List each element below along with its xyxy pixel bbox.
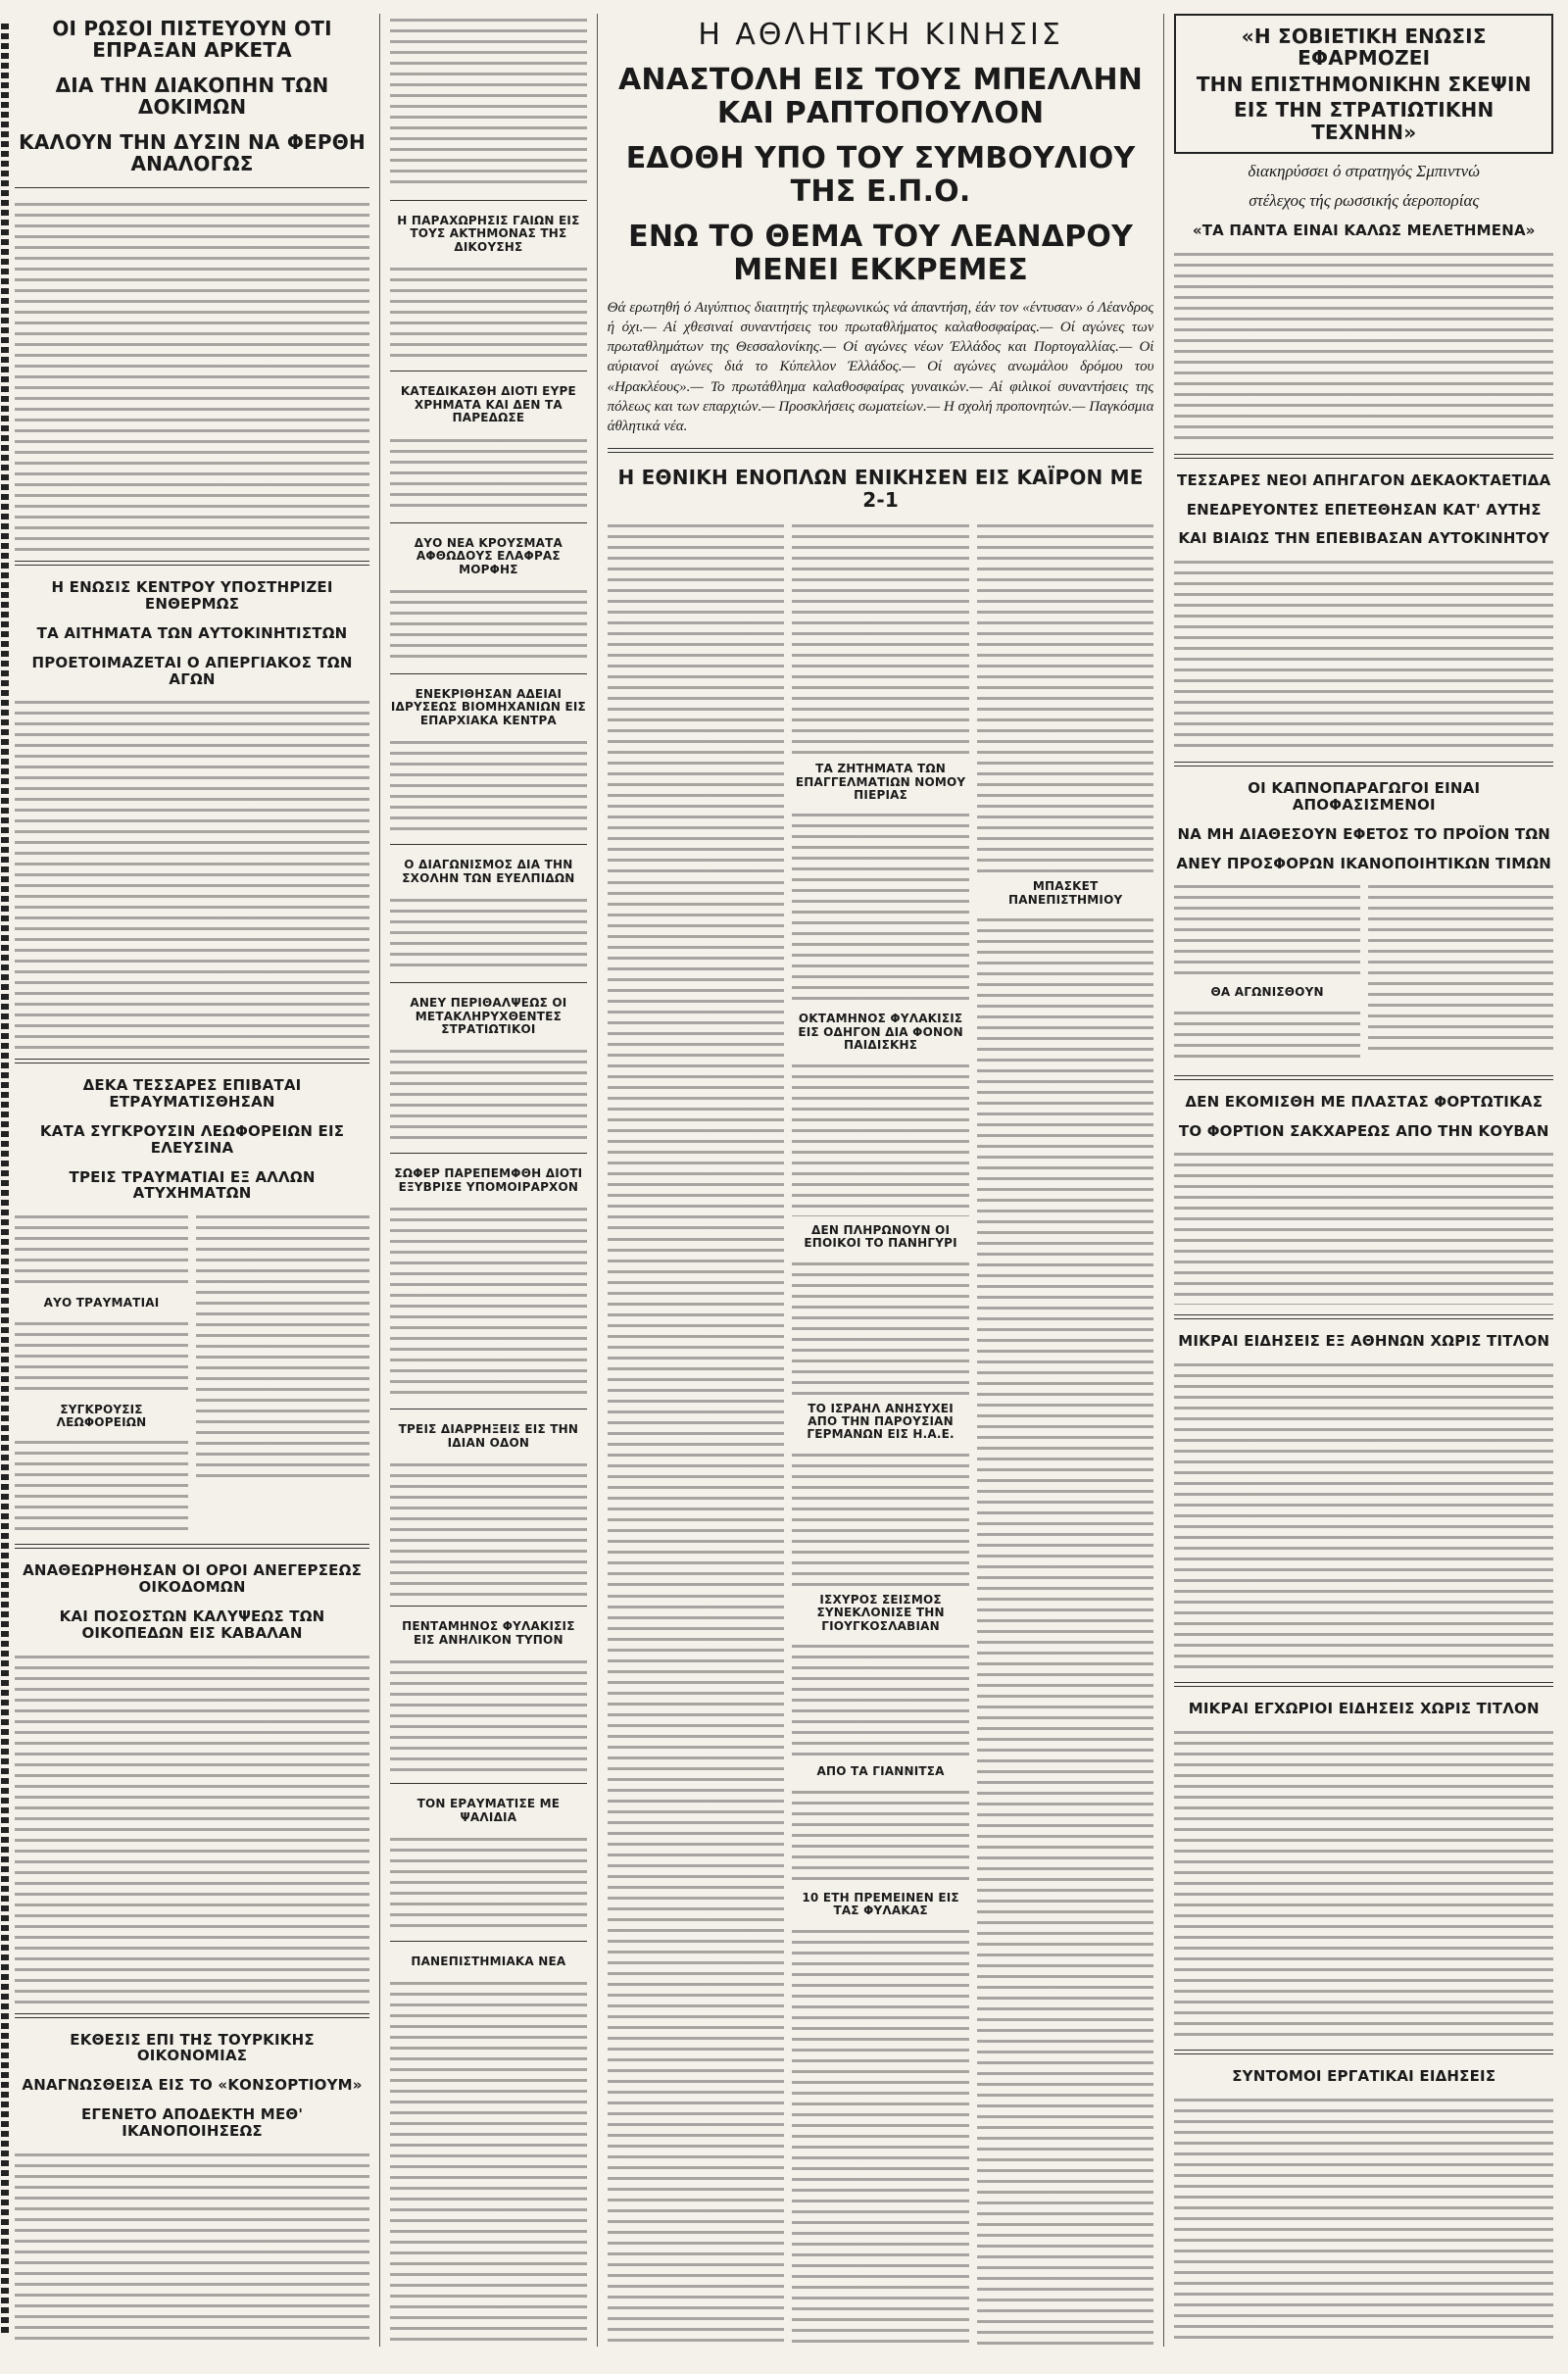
divider — [15, 1059, 369, 1063]
headline-ath-2: ΕΔΟΘΗ ΥΠΟ ΤΟΥ ΣΥΜΒΟΥΛΙΟΥ ΤΗΣ Ε.Π.Ο. — [625, 141, 1136, 209]
column-2 — [390, 14, 587, 2347]
divider — [15, 561, 369, 566]
article-body — [977, 914, 1154, 2347]
headline-plironoun: ΔΕΝ ΠΛΗΡΩΝΟΥΝ ΟΙ ΕΠΟΙΚΟΙ ΤΟ ΠΑΝΗΓΥΡΙ — [804, 1222, 957, 1251]
article-body — [390, 1656, 587, 1773]
headline-kapno-2: ΝΑ ΜΗ ΔΙΑΘΕΣΟΥΝ ΕΦΕΤΟΣ ΤΟ ΠΡΟΪΟΝ ΤΩΝ — [1177, 824, 1551, 843]
headline-ath-3: ΕΝΩ ΤΟ ΘΕΜΑ ΤΟΥ ΛΕΑΝΔΡΟΥ ΜΕΝΕΙ ΕΚΚΡΕΜΕΣ — [628, 220, 1134, 287]
kapno-columns — [1174, 880, 1553, 1064]
article-body — [390, 585, 587, 664]
headline-israel: ΤΟ ΙΣΡΑΗΛ ΑΝΗΣΥΧΕΙ ΑΠΟ ΤΗΝ ΠΑΡΟΥΣΙΑΝ ΓΕΡΜΑΝΩΝ ΕΙΣ Η.Α.Ε. — [807, 1401, 955, 1442]
headline-sov-1: «Η ΣΟΒΙΕΤΙΚΗ ΕΝΩΣΙΣ ΕΦΑΡΜΟΖΕΙ — [1241, 25, 1487, 71]
article-body — [390, 263, 587, 361]
divider — [1174, 1682, 1553, 1687]
headline-diagonismos: Ο ΔΙΑΓΩΝΙΣΜΟΣ ΔΙΑ ΤΗΝ ΣΧΟΛΗΝ ΤΩΝ ΕΥΕΛΠΙΔΩΝ — [402, 858, 575, 885]
headline-tesseres-3: ΚΑΙ ΒΙΑΙΩΣ ΤΗΝ ΕΠΕΒΙΒΑΣΑΝ ΑΥΤΟΚΙΝΗΤΟΥ — [1178, 529, 1550, 548]
sov-headline-box — [1174, 14, 1553, 154]
column-4 — [1174, 14, 1553, 2347]
article-body — [1368, 880, 1553, 1057]
article-body — [196, 1211, 369, 1485]
article-body — [792, 1640, 969, 1757]
column-rule — [1163, 14, 1164, 2347]
column-rule — [597, 14, 598, 2347]
headline-enosis-2: ΤΑ ΑΙΤΗΜΑΤΑ ΤΩΝ ΑΥΤΟΚΙΝΗΤΙΣΤΩΝ — [36, 623, 348, 642]
headline-rus-1: ΟΙ ΡΩΣΟΙ ΠΙΣΤΕΥΟΥΝ ΟΤΙ ΕΠΡΑΞΑΝ ΑΡΚΕΤΑ — [52, 17, 332, 63]
article-body — [1174, 1007, 1359, 1065]
headline-oktamini: ΟΚΤΑΜΗΝΟΣ ΦΥΛΑΚΙΣΙΣ ΕΙΣ ΟΔΗΓΟΝ ΔΙΑ ΦΟΝΟΝ ΠΑΙΔΙΣΚΗΣ — [798, 1012, 963, 1053]
divider — [390, 1783, 587, 1784]
headline-ekthesis-3: ΕΓΕΝΕΤΟ ΑΠΟΔΕΚΤΗ ΜΕΘ' ΙΚΑΝΟΠΟΙΗΣΕΩΣ — [80, 2105, 304, 2140]
article-body — [390, 434, 587, 513]
article-body — [608, 1590, 785, 2347]
divider — [390, 844, 587, 845]
divider — [1174, 454, 1553, 459]
article-body — [792, 1060, 969, 1216]
sov-subhead-2: στέλεχος τής ρωσσικής άεροπορίας — [1249, 190, 1480, 210]
headline-katadikasi: ΚΑΤΕΔΙΚΑΣΘΗ ΔΙΟΤΙ ΕΥΡΕ ΧΡΗΜΑΤΑ ΚΑΙ ΔΕΝ ΤΑ ΠΑΡΕΔΩΣΕ — [400, 384, 576, 425]
article-body — [390, 1833, 587, 1931]
headline-enekrithesan: ΕΝΕΚΡΙΘΗΣΑΝ ΑΔΕΙΑΙ ΙΔΡΥΣΕΩΣ ΒΙΟΜΗΧΑΝΙΩΝ ΕΙΣ ΕΠΑΡΧΙΑΚΑ ΚΕΝΤΡΑ — [390, 686, 586, 727]
article-body-mikrai-egx — [1174, 1726, 1553, 2040]
headline-mikrai-athinon: ΜΙΚΡΑΙ ΕΙΔΗΣΕΙΣ ΕΞ ΑΘΗΝΩΝ ΧΩΡΙΣ ΤΙΤΛΟΝ — [1178, 1332, 1550, 1351]
divider — [390, 1153, 587, 1154]
headline-misthos-1: ΔΕΝ ΕΚΟΜΙΣΘΗ ΜΕ ΠΛΑΣΤΑΣ ΦΟΡΤΩΤΙΚΑΣ — [1185, 1092, 1544, 1111]
column-3-sports — [608, 14, 1154, 2347]
divider — [608, 448, 1154, 453]
article-body — [15, 1211, 188, 1289]
article-body-tesseres — [1174, 556, 1553, 752]
headline-sov-quote: «ΤΑ ΠΑΝΤΑ ΕΙΝΑΙ ΚΑΛΩΣ ΜΕΛΕΤΗΜΕΝΑ» — [1192, 221, 1536, 239]
article-body-ekthesis — [15, 2149, 369, 2347]
divider — [15, 2013, 369, 2018]
sports-intro: Θά ερωτηθή ό Αιγύπτιος διαιτητής τηλεφωνικώς νά άπαντήση, έάν τον «έντυσαν» ό Λέανδρος ή όχι.— Αί χθεσιναί συναντήσεις του πρωταθλήματος καλαθοσφαίρας.— Οί αγώνες των πρωταθλημάτων της Θεσσαλονίκης.— Οί αγώνες νέων Έλλάδος και Πορτογαλλίας.— Οί αύριανοί αγώνες διά το Κύπελλον Έλλάδος.— Οί αγώνες ανωμάλου δρόμου του «Ηρακλέους».— Το πρωτάθλημα καλαθοσφαίρας γυναικών.— Αί φιλικοί συναντήσεις της πόλεως και των επαρχιών.— Προσκλήσεις σωματείων.— Η σχολή προπονητών.— Παγκόσμια άθλητικά νέα. — [607, 299, 1154, 435]
divider — [1174, 762, 1553, 767]
headline-anath-2: ΚΑΙ ΠΟΣΟΣΤΩΝ ΚΑΛΥΨΕΩΣ ΤΩΝ ΟΙΚΟΠΕΔΩΝ ΕΙΣ ΚΑΒΑΛΑΝ — [59, 1607, 325, 1642]
article-body — [390, 14, 587, 190]
divider — [1174, 1075, 1553, 1080]
article-body — [792, 519, 969, 755]
headline-enosis-1: Η ΕΝΩΣΙΣ ΚΕΝΤΡΟΥ ΥΠΟΣΤΗΡΙΖΕΙ ΕΝΘΕΡΜΩΣ — [51, 578, 333, 614]
article-body — [390, 1045, 587, 1143]
headline-rus-2: ΔΙΑ ΤΗΝ ΔΙΑΚΟΠΗΝ ΤΩΝ ΔΟΚΙΜΩΝ — [55, 73, 329, 120]
left-ornament-border — [1, 24, 9, 2337]
divider — [390, 1941, 587, 1942]
article-body-rus — [15, 198, 369, 551]
article-body — [792, 1925, 969, 2347]
headline-mpasket: ΜΠΑΣΚΕΤ ΠΑΝΕΠΙΣΤΗΜΙΟΥ — [1007, 879, 1123, 907]
headline-ekthesis-1: ΕΚΘΕΣΙΣ ΕΠΙ ΤΗΣ ΤΟΥΡΚΙΚΗΣ ΟΙΚΟΝΟΜΙΑΣ — [70, 2030, 315, 2065]
headline-deka-2: ΚΑΤΑ ΣΥΓΚΡΟΥΣΙΝ ΛΕΩΦΟΡΕΙΩΝ ΕΙΣ ΕΛΕΥΣΙΝΑ — [39, 1121, 345, 1157]
headline-syntomoi: ΣΥΝΤΟΜΟΙ ΕΡΓΑΤΙΚΑΙ ΕΙΔΗΣΕΙΣ — [1232, 2066, 1496, 2085]
article-body — [792, 1449, 969, 1586]
article-body-mikrai-athinon — [1174, 1359, 1553, 1672]
article-body-misthos — [1174, 1148, 1553, 1305]
divider — [1174, 2050, 1553, 2054]
headline-ethniki: Η ΕΘΝΙΚΗ ΕΝΟΠΛΩΝ ΕΝΙΚΗΣΕΝ ΕΙΣ ΚΑΪΡΟΝ ΜΕ 2-1 — [617, 466, 1144, 512]
headline-panepistimiaka: ΠΑΝΕΠΙΣΤΗΜΙΑΚΑ ΝΕΑ — [411, 1954, 566, 1968]
article-body — [792, 1258, 969, 1395]
divider — [390, 1409, 587, 1410]
divider — [390, 522, 587, 523]
headline-deka-eti: 10 ΕΤΗ ΠΡΕΜΕΙΝΕΝ ΕΙΣ ΤΑΣ ΦΥΛΑΚΑΣ — [802, 1890, 959, 1918]
article-body — [792, 1786, 969, 1884]
headline-krousmata: ΔΥΟ ΝΕΑ ΚΡΟΥΣΜΑΤΑ ΑΦΘΩΔΟΥΣ ΕΛΑΦΡΑΣ ΜΟΡΦΗΣ — [414, 535, 564, 576]
headline-anath-1: ΑΝΑΘΕΩΡΗΘΗΣΑΝ ΟΙ ΟΡΟΙ ΑΝΕΓΕΡΣΕΩΣ ΟΙΚΟΔΟΜΩΝ — [23, 1561, 363, 1597]
section-kicker-sports: Η ΑΘΛΗΤΙΚΗ ΚΙΝΗΣΙΣ — [698, 18, 1063, 52]
headline-diarrixeis: ΤΡΕΙΣ ΔΙΑΡΡΗΞΕΙΣ ΕΙΣ ΤΗΝ ΙΔΙΑΝ ΟΔΟΝ — [398, 1422, 579, 1450]
article-body-anath — [15, 1651, 369, 2003]
subhead-leoforeia: ΣΥΓΚΡΟΥΣΙΣ ΛΕΩΦΟΡΕΙΩΝ — [56, 1402, 147, 1429]
divider — [390, 673, 587, 674]
headline-zitimata: ΤΑ ΖΗΤΗΜΑΤΑ ΤΩΝ ΕΠΑΓΓΕΛΜΑΤΙΩΝ ΝΟΜΟΥ ΠΙΕΡΙΑΣ — [795, 762, 966, 802]
article-body — [390, 1459, 587, 1596]
headline-sov-2: ΤΗΝ ΕΠΙΣΤΗΜΟΝΙΚΗΝ ΣΚΕΨΙΝ — [1196, 72, 1532, 96]
article-body — [977, 519, 1154, 872]
headline-eroumenes: ΤΟΝ ΕΡΑΥΜΑΤΙΣΕ ΜΕ ΨΑΛΙΔΙΑ — [416, 1797, 561, 1824]
headline-tesseres-2: ΕΝΕΔΡΕΥΟΝΤΕΣ ΕΠΕΤΕΘΗΣΑΝ ΚΑΤ' ΑΥΤΗΣ — [1186, 500, 1542, 519]
headline-kapno-3: ΑΝΕΥ ΠΡΟΣΦΟΡΩΝ ΙΚΑΝΟΠΟΙΗΤΙΚΩΝ ΤΙΜΩΝ — [1176, 854, 1552, 872]
article-body — [390, 894, 587, 972]
headline-giannitsa: ΑΠΟ ΤΑ ΓΙΑΝΝΙΤΣΑ — [816, 1764, 945, 1779]
headline-paraxorisis: Η ΠΑΡΑΧΩΡΗΣΙΣ ΓΑΙΩΝ ΕΙΣ ΤΟΥΣ ΑΚΤΗΜΟΝΑΣ ΤΗΣ ΔΙΚΟΥΣΗΣ — [397, 214, 580, 254]
sov-subhead-1: διακηρύσσει ό στρατηγός Σμπιντνώ — [1248, 161, 1481, 180]
headline-enosis-3: ΠΡΟΕΤΟΙΜΑΖΕΤΑΙ Ο ΑΠΕΡΓΙΑΚΟΣ ΤΩΝ ΑΓΩΝ — [31, 653, 353, 688]
sports-columns — [608, 519, 1154, 2347]
article-body-sov — [1174, 248, 1553, 444]
article-body — [390, 1977, 587, 2347]
column-rule — [379, 14, 380, 2347]
divider — [1174, 1314, 1553, 1319]
headline-sov-3: ΕΙΣ ΤΗΝ ΣΤΡΑΤΙΩΤΙΚΗΝ ΤΕΧΝΗΝ» — [1234, 98, 1494, 144]
article-body — [15, 1317, 188, 1396]
headline-deka-3: ΤΡΕΙΣ ΤΡΑΥΜΑΤΙΑΙ ΕΞ ΑΛΛΩΝ ΑΤΥΧΗΜΑΤΩΝ — [69, 1167, 316, 1203]
headline-ekthesis-2: ΑΝΑΓΝΩΣΘΕΙΣΑ ΕΙΣ ΤΟ «ΚΟΝΣΟΡΤΙΟΥΜ» — [22, 2076, 363, 2095]
article-body — [390, 736, 587, 834]
headline-kapno-1: ΟΙ ΚΑΠΝΟΠΑΡΑΓΩΓΟΙ ΕΙΝΑΙ ΑΠΟΦΑΣΙΣΜΕΝΟΙ — [1248, 779, 1481, 814]
headline-sofer: ΣΩΦΕΡ ΠΑΡΕΠΕΜΦΘΗ ΔΙΟΤΙ ΕΞΥΒΡΙΣΕ ΥΠΟΜΟΙΡΑΡΧΟΝ — [394, 1166, 583, 1194]
divider — [15, 187, 369, 188]
article-body — [608, 1233, 785, 1586]
headline-ath-1: ΑΝΑΣΤΟΛΗ ΕΙΣ ΤΟΥΣ ΜΠΕΛΛΗΝ ΚΑΙ ΡΑΠΤΟΠΟΥΛΟΝ — [618, 63, 1144, 130]
article-body-enosis — [15, 696, 369, 1049]
article-body — [792, 809, 969, 1005]
newspaper-page — [15, 14, 1553, 2347]
headline-pentamini: ΠΕΝΤΑΜΗΝΟΣ ΦΥΛΑΚΙΣΙΣ ΕΙΣ ΑΝΗΛΙΚΟΝ ΤΥΠΟΝ — [402, 1619, 575, 1647]
headline-rus-3: ΚΑΛΟΥΝ ΤΗΝ ΔΥΣΙΝ ΝΑ ΦΕΡΘΗ ΑΝΑΛΟΓΩΣ — [19, 129, 366, 175]
article-body-syntomoi — [1174, 2094, 1553, 2347]
article-body — [390, 1203, 587, 1399]
divider — [390, 1606, 587, 1607]
headline-mikrai-egx: ΜΙΚΡΑΙ ΕΓΧΩΡΙΟΙ ΕΙΔΗΣΕΙΣ ΧΩΡΙΣ ΤΙΤΛΟΝ — [1188, 1700, 1540, 1718]
headline-aneu: ΑΝΕΥ ΠΕΡΙΘΑΛΨΕΩΣ ΟΙ ΜΕΤΑΚΛΗΡΥΧΘΕΝΤΕΣ ΣΤΡΑΤΙΩΤΙΚΟΙ — [410, 996, 567, 1036]
deka-columns — [15, 1211, 369, 1534]
headline-tesseres-1: ΤΕΣΣΑΡΕΣ ΝΕΟΙ ΑΠΗΓΑΓΟΝ ΔΕΚΑΟΚΤΑΕΤΙΔΑ — [1177, 470, 1551, 489]
divider — [390, 200, 587, 201]
article-body — [608, 519, 785, 872]
headline-seismos: ΙΣΧΥΡΟΣ ΣΕΙΣΜΟΣ ΣΥΝΕΚΛΟΝΙΣΕ ΤΗΝ ΓΙΟΥΓΚΟΣΛΑΒΙΑΝ — [816, 1592, 945, 1633]
subhead-traumatiai: ΑΥΟ ΤΡΑΥΜΑΤΙΑΙ — [43, 1296, 160, 1311]
headline-misthos-2: ΤΟ ΦΟΡΤΙΟΝ ΣΑΚΧΑΡΕΩΣ ΑΠΟ ΤΗΝ ΚΟΥΒΑΝ — [1178, 1121, 1549, 1140]
headline-deka-1: ΔΕΚΑ ΤΕΣΣΑΡΕΣ ΕΠΙΒΑΤΑΙ ΕΤΡΑΥΜΑΤΙΣΘΗΣΑΝ — [82, 1076, 302, 1112]
column-1 — [15, 14, 369, 2347]
article-body — [1174, 880, 1359, 978]
subhead-agonistou: ΘΑ ΑΓΩΝΙΣΘΟΥΝ — [1210, 985, 1324, 1000]
divider — [390, 982, 587, 983]
article-body — [15, 1436, 188, 1534]
article-body — [608, 876, 785, 1229]
divider — [15, 1544, 369, 1549]
